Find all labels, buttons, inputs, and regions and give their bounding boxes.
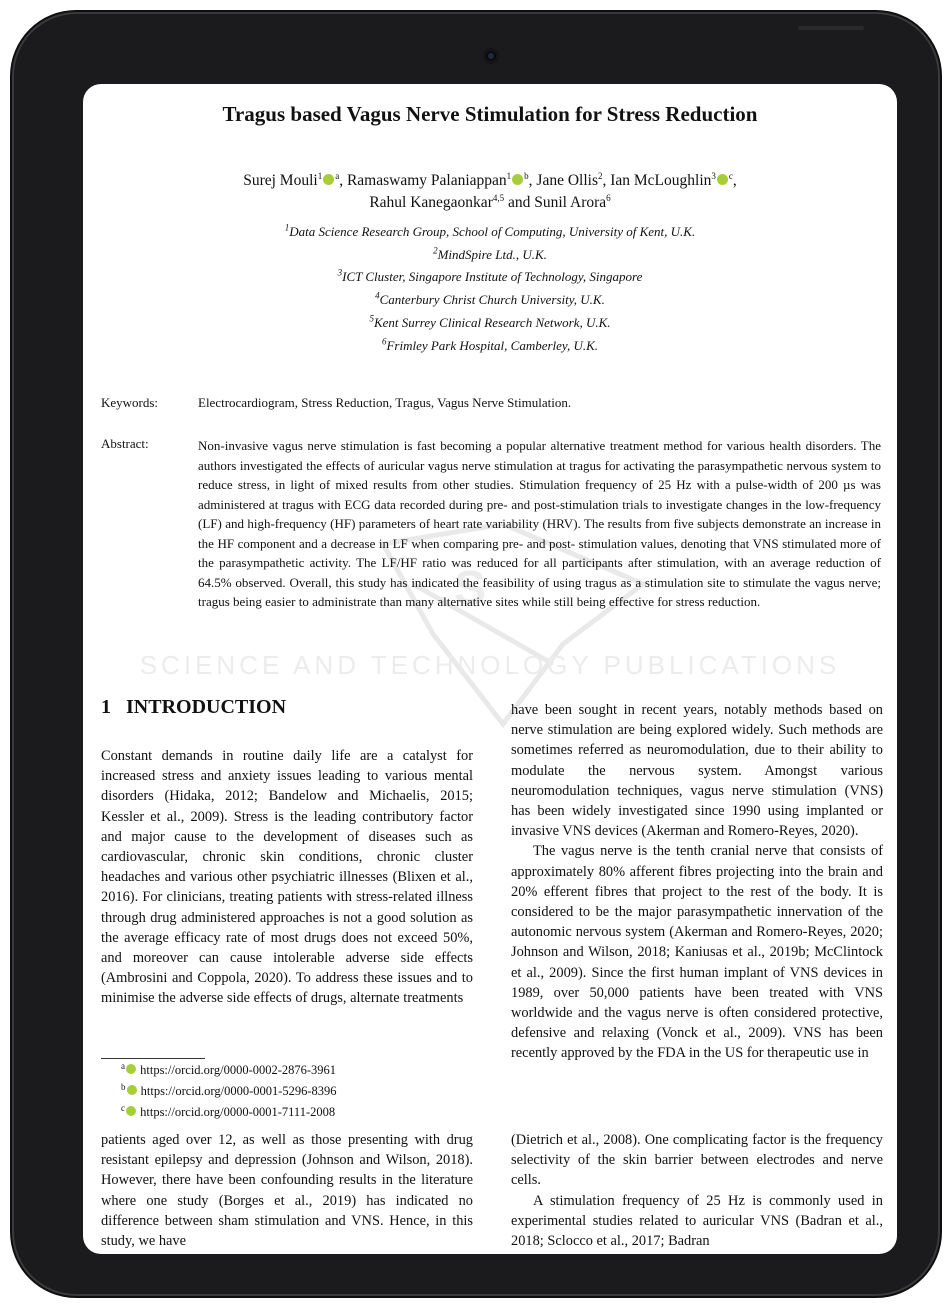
affil-text: MindSpire Ltd., U.K. — [437, 246, 547, 262]
orcid-icon[interactable] — [512, 174, 523, 185]
author-name: Rahul Kanegaonkar — [369, 194, 493, 211]
affiliation — [83, 266, 897, 289]
power-button[interactable] — [798, 26, 864, 30]
orcid-icon — [126, 1064, 136, 1074]
front-camera — [483, 48, 499, 64]
footnote-mark: c — [121, 1102, 125, 1113]
affil-num: 4 — [375, 290, 380, 301]
abstract-text: Non-invasive vagus nerve stimulation is fast becoming a popular alternative treatment method for various health disorders. The authors investigated the effects of auricular vagus nerve stimulation at tragus for activating the parasympathetic nervous system to reduce stress, in light of mixed results from other studies. Stimulation frequency of 25 Hz with a pulse-width of 200 µs was administered at tragus with ECG data recorded during pre- and post-stimulation trials to investigate changes in the low-frequency (LF) and high-frequency (HF) parameters of heart rate variability (HRV). The results from five subjects demonstrate an increase in the HF component and a decrease in LF when comparing pre- and post- stimulation values, denoting that VNS stimulated more of the parasympathetic activity. The LF/HF ratio was reduced for all participants after stimulation, with an average reduction of 64.5% observed. Overall, this study has indicated the feasibility of using tragus as a stimulation site to stimulate the vagus nerve; tragus being easier to administrate than many alternative sites while still being effective for stress reduction. — [198, 438, 881, 609]
affil-num: 6 — [381, 336, 387, 347]
affil-text: ICT Cluster, Singapore Institute of Technology, Singapore — [342, 269, 643, 285]
footnote-mark: b — [121, 1081, 126, 1092]
affil-text: Data Science Research Group, School of Computing, University of Kent, U.K. — [289, 224, 696, 239]
paragraph: patients aged over 12, as well as those presenting with drug resistant epilepsy and depression (Johnson and Wilson, 2018). However, there have been confounding results in the literature where one study (Borges et al., 2019) has indicated no difference between sham stimulation and VNS. Hence, in this study, we have — [101, 1132, 473, 1250]
abstract-label: Abstract: — [101, 436, 149, 451]
author-conjunction: and — [507, 194, 531, 211]
author-list: Surej Mouli$^1$ $^a$, Ramaswamy Palaniappan$^1$ $^b$, Jane Ollis$^2$, Ian McLoughlin$^3$ $^c$, Rahul Kanegaonkar$^{4,5}$ and Sunil Arora$^6$ — [243, 170, 737, 211]
affil-num: 1 — [284, 222, 290, 233]
orcid-link[interactable]: https://orcid.org/0000-0001-5296-8396 — [140, 1084, 337, 1098]
author-name: Surej Mouli — [243, 172, 318, 189]
affil-sup: 4,5 — [492, 192, 505, 203]
paragraph: The vagus nerve is the tenth cranial nerve that consists of approximately 80% afferent fibres projecting into the brain and 20% efferent fibres that project to the rest of the body. It is considered to be the major parasympathetic innervation of the autonomic nervous system (Akerman and Romero-Reyes, 2020; Johnson and Wilson, 2018; Kaniusas et al., 2019b; McClintock et al., 2009). Since the first human implant of VNS devices in 1989, over 50,000 patients have been treated with VNS worldwide and the vagus nerve is often considered protective, defensive and relaxing (Vonck et al., 2009). VNS has been recently approved by the FDA in the US for therapeutic use in — [511, 843, 883, 1062]
footnote-rule — [101, 1058, 205, 1059]
author-name: Ramaswamy Palaniappan — [346, 172, 507, 189]
paragraph: A stimulation frequency of 25 Hz is commonly used in experimental studies related to auricular VNS (Badran et al., 2018; Sclocco et al., 2017; Badran — [511, 1192, 883, 1250]
author-name: Ian McLoughlin — [610, 172, 712, 189]
footnote-mark: a — [121, 1060, 125, 1071]
orcid-icon — [126, 1106, 136, 1116]
orcid-mark: a — [335, 170, 340, 181]
author-name: Jane Ollis — [536, 172, 598, 189]
orcid-icon — [127, 1085, 137, 1095]
affil-num: 2 — [433, 245, 438, 256]
paragraph: (Dietrich et al., 2008). One complicating factor is the frequency selectivity of the skin barrier between electrodes and nerve cells. — [511, 1132, 883, 1189]
affil-sup: 2 — [597, 170, 603, 181]
footnote — [121, 1102, 335, 1122]
column-right-bottom — [511, 1130, 883, 1251]
column-left-top — [101, 746, 473, 1009]
watermark-line: SCIENCE AND TECHNOLOGY PUBLICATIONS — [139, 650, 841, 680]
author-name: Sunil Arora — [534, 194, 607, 211]
affil-text: Frimley Park Hospital, Camberley, U.K. — [386, 337, 599, 353]
affiliation — [83, 335, 897, 358]
orcid-icon[interactable] — [323, 174, 334, 185]
document-page — [83, 84, 897, 1254]
affil-num: 5 — [369, 313, 374, 324]
affil-sup: 1 — [317, 170, 323, 181]
keywords-label: Keywords: — [101, 395, 159, 410]
keywords-text: Electrocardiogram, Stress Reduction, Tragus, Vagus Nerve Stimulation. — [198, 395, 572, 410]
watermark-text: S — [453, 562, 527, 615]
orcid-mark: c — [728, 170, 733, 181]
affiliation — [83, 244, 897, 267]
affiliation — [83, 221, 897, 244]
tablet-device — [14, 14, 938, 1294]
affil-num: 3 — [337, 268, 343, 279]
affiliation-list — [83, 221, 897, 357]
footnote — [121, 1081, 337, 1101]
paragraph: Constant demands in routine daily life are a catalyst for increased stress and anxiety issues leading to various mental disorders (Hidaka, 2012; Bandelow and Michaelis, 2015; Kessler et al., 2009). Stress is the leading contributory factor and major cause to the development of diseases such as cardiovascular, chronic skin conditions, chronic cluster headaches and various other psychiatric illnesses (Blixen et al., 2016). For clinicians, treating patients with stress-related illness through drug administered approaches is not a good solution as the average efficacy rate of most drugs does not exceed 50%, and moreover can cause intolerable adverse side effects (Ambrosini and Coppola, 2020). To address these issues and to minimise the adverse side effects of drugs, alternate treatments — [101, 748, 473, 1007]
affiliation — [83, 289, 897, 312]
affiliation — [83, 312, 897, 335]
affil-text: Kent Surrey Clinical Research Network, U.K. — [373, 314, 611, 330]
orcid-link[interactable]: https://orcid.org/0000-0001-7111-2008 — [140, 1105, 336, 1119]
affil-sup: 1 — [506, 170, 512, 181]
footnote — [121, 1060, 336, 1080]
affil-text: Canterbury Christ Church University, U.K. — [379, 292, 605, 308]
orcid-link[interactable]: https://orcid.org/0000-0002-2876-3961 — [140, 1063, 337, 1077]
paragraph: have been sought in recent years, notably methods based on nerve stimulation are being explored widely. Such methods are sometimes referred as neuromodulation, due to their ability to modulate the nervous system. Amongst various neuromodulation techniques, vagus nerve stimulation (VNS) has been widely investigated since 1990 using implanted or invasive VNS devices (Akerman and Romero-Reyes, 2020). — [511, 702, 883, 840]
paper-title: Tragus based Vagus Nerve Stimulation for Stress Reduction — [222, 102, 758, 126]
column-left-bottom — [101, 1130, 473, 1251]
orcid-mark: b — [524, 170, 529, 181]
column-right-top — [511, 700, 883, 1064]
affil-sup: 3 — [711, 170, 716, 181]
section-heading: 1 INTRODUCTION — [101, 696, 287, 718]
affil-sup: 6 — [606, 192, 611, 203]
orcid-icon[interactable] — [717, 174, 728, 185]
